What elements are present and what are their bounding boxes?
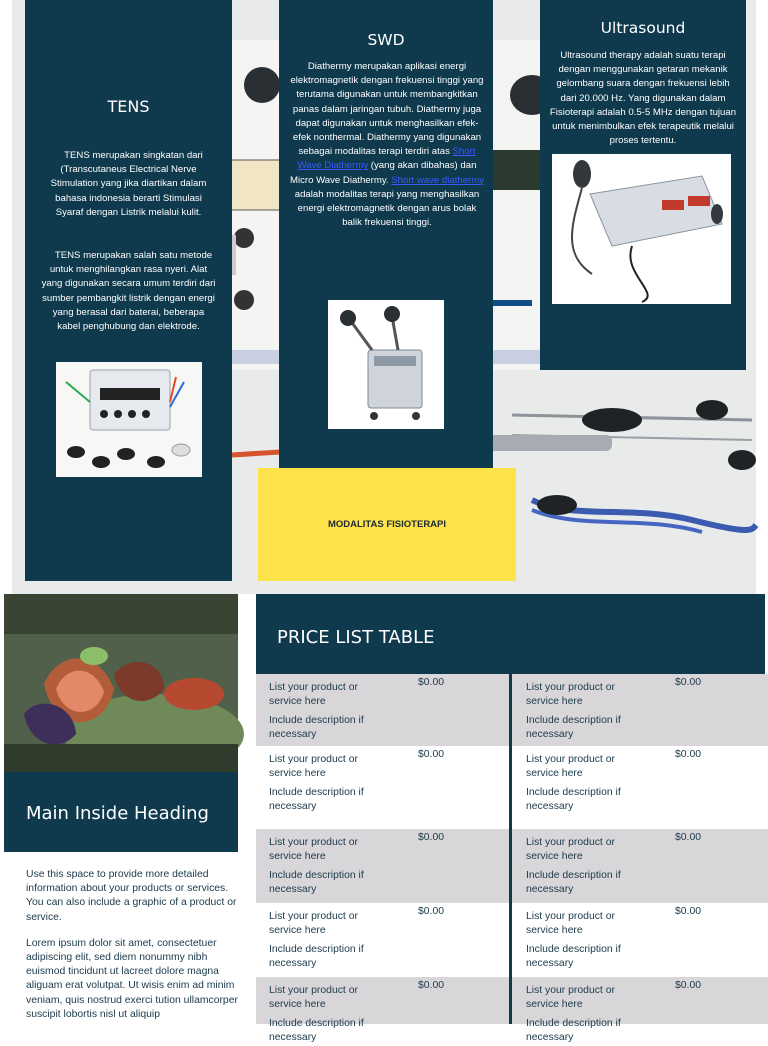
food-photo — [4, 594, 238, 772]
price-item-price: $0.00 — [675, 980, 702, 991]
swd-text-3: adalah modalitas terapi yang menghasilkan energi elektromagnetik dengan arus bolak balik frekuensi tinggi. — [294, 188, 480, 229]
tens-device-image — [56, 362, 202, 477]
ultrasound-device-image — [552, 154, 731, 304]
price-item-description: Include description if necessary — [269, 1018, 364, 1044]
tens-title: TENS — [107, 97, 150, 116]
price-item-price: $0.00 — [418, 832, 445, 843]
tens-paragraph-2: TENS merupakan salah satu metode untuk menghilangkan rasa nyeri. Alat yang digunakan secara umum terdiri dari sumber pembangkit listrik dengan energi yang berasal dari baterai, beberapa kabel penghubung dan elektrode. — [41, 250, 216, 333]
inside-paragraph-1: Use this space to provide more detailed information about your products or services. You can also include a graphic of a product or service. — [26, 869, 237, 923]
price-item — [256, 977, 496, 1044]
price-item-description: Include description if necessary — [526, 870, 621, 896]
price-item-name: List your product or service here — [269, 985, 358, 1011]
swd-text-2: (yang akan dibahas) dan Micro Wave Diathermy. — [289, 160, 477, 186]
price-item — [513, 829, 753, 903]
price-row — [256, 977, 768, 1044]
price-item-price: $0.00 — [418, 677, 445, 688]
ultrasound-column — [540, 0, 746, 370]
main-inside-heading: Main Inside Heading — [26, 803, 209, 824]
price-item-description: Include description if necessary — [269, 715, 364, 741]
price-item-price: $0.00 — [418, 980, 445, 991]
modalitas-title-block — [258, 468, 516, 581]
tens-paragraph-1: TENS merupakan singkatan dari (Transcutaneus Electrical Nerve Stimulation yang jika diartikan dalam bahasa indonesia berarti Stimulasi Syaraf dengan Listrik melalui kulit. — [50, 150, 207, 218]
price-item-name: List your product or service here — [526, 911, 615, 937]
price-item-price: $0.00 — [418, 749, 445, 760]
swd-column — [279, 0, 493, 468]
price-item-name: List your product or service here — [269, 682, 358, 708]
price-item-price: $0.00 — [675, 749, 702, 760]
price-list-header — [256, 594, 765, 674]
price-item — [513, 977, 753, 1044]
price-item — [256, 746, 496, 829]
ultrasound-title: Ultrasound — [600, 19, 686, 37]
price-item-description: Include description if necessary — [526, 787, 621, 813]
price-item — [513, 746, 753, 829]
ultrasound-paragraph: Ultrasound therapy adalah suatu terapi dengan menggunakan getaran mekanik gelombang suara dengan frekuensi lebih dari 20.000 Hz. Yang digunakan dalam Fisioterapi adalah 0.5-5 MHz dengan tujuan untuk menimbulkan efek terapeutik melalui proses tertentu. — [549, 50, 737, 147]
price-item-name: List your product or service here — [269, 837, 358, 863]
price-item-price: $0.00 — [675, 832, 702, 843]
price-item-name: List your product or service here — [526, 754, 615, 780]
price-item-price: $0.00 — [418, 906, 445, 917]
price-item — [256, 829, 496, 903]
price-item — [256, 674, 496, 746]
price-item-description: Include description if necessary — [526, 715, 621, 741]
price-list-title: PRICE LIST TABLE — [277, 627, 435, 648]
price-item-price: $0.00 — [675, 677, 702, 688]
price-item-name: List your product or service here — [269, 911, 358, 937]
inside-paragraph-2: Lorem ipsum dolor sit amet, consectetuer adipiscing elit, sed diem nonummy nibh euismod tincidunt ut lacreet dolore magna aliguam erat volutpat. Ut wisis enim ad minim veniam, quis nostrud exerci tution ullamcorper suscipit lobortis nisl ut aliquip — [26, 937, 238, 1020]
price-item-description: Include description if necessary — [526, 944, 621, 970]
price-item-description: Include description if necessary — [269, 870, 364, 896]
price-item-name: List your product or service here — [526, 682, 615, 708]
price-row — [256, 674, 768, 746]
price-item-description: Include description if necessary — [526, 1018, 621, 1044]
price-item-name: List your product or service here — [269, 754, 358, 780]
swd-title: SWD — [367, 31, 405, 49]
swd-link-short-wave-diathermy-2[interactable]: Short wave diathermy — [391, 174, 485, 186]
swd-text-1: Diathermy merupakan aplikasi energi elektromagnetik dengan frekuensi tinggi yang terutama digunakan untuk membangkitkan panas dalam jaringan tubuh. Diathermy juga dapat digunakan untuk menghasilkan efek-efek nonthermal. Diathermy yang digunakan sebagai modalitas terapi terdiri atas — [290, 61, 484, 158]
price-table-column-divider — [509, 674, 512, 1024]
inside-body-text — [26, 868, 238, 1022]
price-item-description: Include description if necessary — [269, 944, 364, 970]
swd-paragraph — [287, 60, 487, 230]
price-item-description: Include description if necessary — [269, 787, 364, 813]
price-list-table — [256, 674, 768, 1044]
price-row — [256, 746, 768, 829]
main-inside-heading-band — [4, 772, 238, 852]
price-row — [256, 903, 768, 977]
price-row — [256, 829, 768, 903]
swd-link-short-wave-diathermy[interactable]: Short Wave Diathermy — [297, 146, 476, 172]
tens-column — [25, 0, 232, 581]
price-item-name: List your product or service here — [526, 985, 615, 1011]
modalitas-label: MODALITAS FISIOTERAPI — [327, 519, 447, 530]
price-item-name: List your product or service here — [526, 837, 615, 863]
price-item — [513, 674, 753, 746]
swd-device-image — [328, 300, 444, 429]
price-item-price: $0.00 — [675, 906, 702, 917]
price-item — [513, 903, 753, 977]
price-item — [256, 903, 496, 977]
